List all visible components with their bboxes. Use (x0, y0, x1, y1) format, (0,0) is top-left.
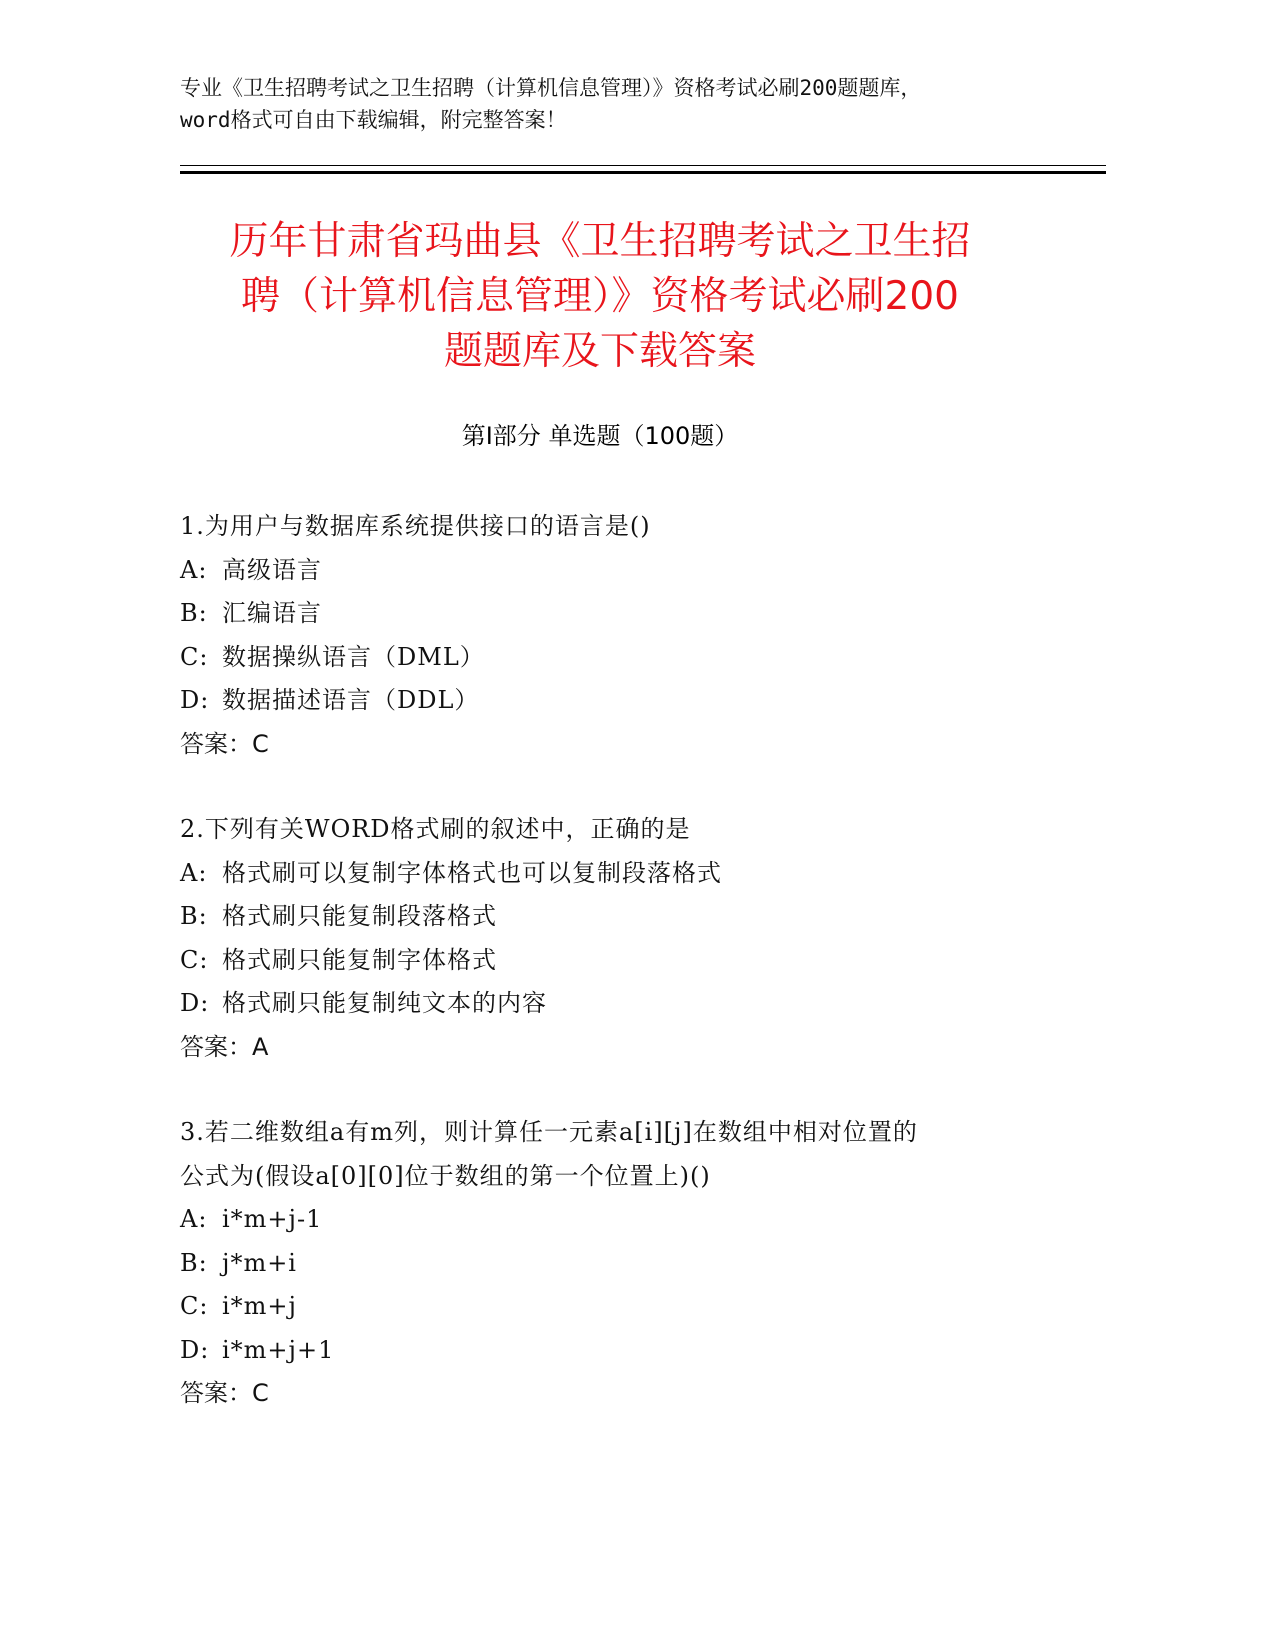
option-key: C: (180, 945, 209, 974)
header-note (180, 72, 1080, 136)
answer: 答案：C (180, 1379, 269, 1407)
option-text: 数据描述语言（DDL） (222, 686, 480, 714)
question-stem: 3.若二维数组a有m列，则计算任一元素a[i][j]在数组中相对位置的 (180, 1118, 918, 1146)
option-d (180, 982, 1080, 1026)
option-key: D: (180, 1335, 210, 1364)
option-text: i*m+j-1 (222, 1205, 323, 1233)
question-1 (180, 505, 1080, 766)
option-key: A: (180, 555, 208, 584)
option-key: B: (180, 1248, 208, 1277)
title-line-3: 题题库及下载答案 (443, 329, 756, 374)
header-note-line-1: 专业《卫生招聘考试之卫生招聘（计算机信息管理）》资格考试必刷200题题库， (180, 76, 922, 100)
option-c (180, 939, 1080, 983)
option-c (180, 636, 1080, 680)
title-line-2: 聘（计算机信息管理）》资格考试必刷200 (241, 274, 959, 319)
option-text: i*m+j (222, 1292, 297, 1320)
option-key: A: (180, 1205, 208, 1233)
option-d (180, 679, 1080, 723)
option-b (180, 1242, 1080, 1286)
option-key: C: (180, 642, 209, 671)
header-divider-thin (180, 165, 1106, 166)
option-c (180, 1285, 1080, 1329)
option-text: 高级语言 (222, 555, 322, 584)
title-line-1: 历年甘肃省玛曲县《卫生招聘考试之卫生招 (229, 219, 971, 264)
option-text: 格式刷只能复制段落格式 (222, 902, 497, 930)
option-d (180, 1329, 1080, 1373)
option-b (180, 895, 1080, 939)
question-stem: 2.下列有关WORD格式刷的叙述中，正确的是 (180, 815, 691, 843)
question-3 (180, 1111, 1080, 1416)
question-2 (180, 808, 1080, 1069)
question-stem-continued: 公式为(假设a[0][0]位于数组的第一个位置上)() (180, 1161, 711, 1190)
header-divider-thick (180, 171, 1106, 174)
option-text: 格式刷只能复制字体格式 (222, 945, 497, 974)
section-heading: 第Ⅰ部分 单选题（100题） (461, 422, 739, 450)
option-a (180, 549, 1080, 593)
header-note-line-2: word格式可自由下载编辑，附完整答案！ (180, 108, 567, 132)
option-key: B: (180, 902, 208, 930)
option-key: B: (180, 599, 208, 627)
answer: 答案：A (180, 1032, 269, 1061)
option-key: D: (180, 989, 210, 1017)
option-a (180, 852, 1080, 896)
option-text: 格式刷只能复制纯文本的内容 (222, 989, 547, 1017)
document-title (150, 214, 1050, 379)
option-b (180, 592, 1080, 636)
option-key: D: (180, 686, 210, 714)
option-text: 格式刷可以复制字体格式也可以复制段落格式 (222, 858, 722, 887)
answer: 答案：C (180, 729, 269, 758)
question-stem: 1.为用户与数据库系统提供接口的语言是() (180, 512, 651, 540)
option-key: C: (180, 1292, 209, 1320)
option-text: j*m+i (222, 1248, 297, 1277)
option-text: i*m+j+1 (222, 1335, 335, 1364)
option-text: 数据操纵语言（DML） (222, 642, 485, 671)
question-list (180, 505, 1080, 1458)
option-a (180, 1198, 1080, 1242)
option-text: 汇编语言 (222, 599, 322, 627)
option-key: A: (180, 858, 208, 887)
